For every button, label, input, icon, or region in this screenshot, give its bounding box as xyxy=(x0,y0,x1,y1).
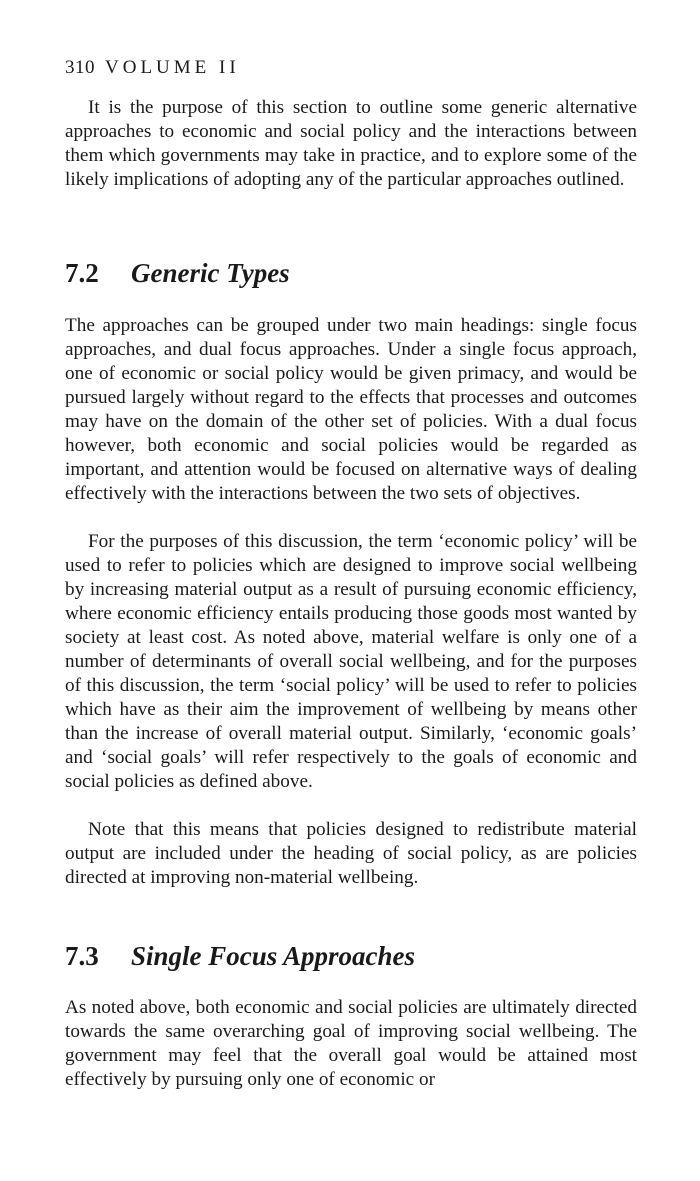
section-number: 7.2 xyxy=(65,258,99,288)
section-heading-7-2 xyxy=(65,257,290,289)
paragraph-definitions: For the purposes of this discussion, the term ‘economic policy’ will be used to refer to policies which are designed to improve social wellbeing by increasing material output as a result of pursuing economic efficiency, where economic efficiency entails producing those goods most wanted by society at least cost. As noted above, material welfare is only one of a number of determinants of overall social wellbeing, and for the purposes of this discussion, the term ‘social policy’ will be used to refer to policies which have as their aim the improvement of wellbeing by means other than the increase of overall material output. Similarly, ‘economic goals’ and ‘social goals’ will refer respectively to the goals of economic and social policies as defined above. xyxy=(65,531,637,792)
section-number: 7.3 xyxy=(65,941,99,971)
running-head xyxy=(65,57,240,79)
volume-label: VOLUME II xyxy=(105,57,240,78)
paragraph-approaches: The approaches can be grouped under two main headings: single focus approaches, and dual focus approaches. Under a single focus approach, one of economic or social policy would be given primacy, and would be pursued largely without regard to the effects that processes and outcomes may have on the domain of the other set of policies. With a dual focus however, both economic and social policies would be regarded as important, and attention would be focused on alternative ways of dealing effectively with the interactions between the two sets of objectives. xyxy=(65,315,637,504)
intro-paragraph: It is the purpose of this section to outline some generic alternative approaches to economic and social policy and the interactions between them which governments may take in practice, and to explore some of the likely implications of adopting any of the particular approaches outlined. xyxy=(65,97,637,190)
page-number: 310 xyxy=(65,57,95,78)
paragraph-single-focus: As noted above, both economic and social policies are ultimately directed towards the same overarching goal of improving social wellbeing. The government may feel that the overall goal would be attained most effectively by pursuing only one of economic or xyxy=(65,997,637,1090)
section-title: Generic Types xyxy=(131,258,290,288)
section-heading-7-3 xyxy=(65,940,415,972)
section-title: Single Focus Approaches xyxy=(131,941,416,971)
paragraph-note: Note that this means that policies designed to redistribute material output are included under the heading of social policy, as are policies directed at improving non-material wellbeing. xyxy=(65,819,637,888)
